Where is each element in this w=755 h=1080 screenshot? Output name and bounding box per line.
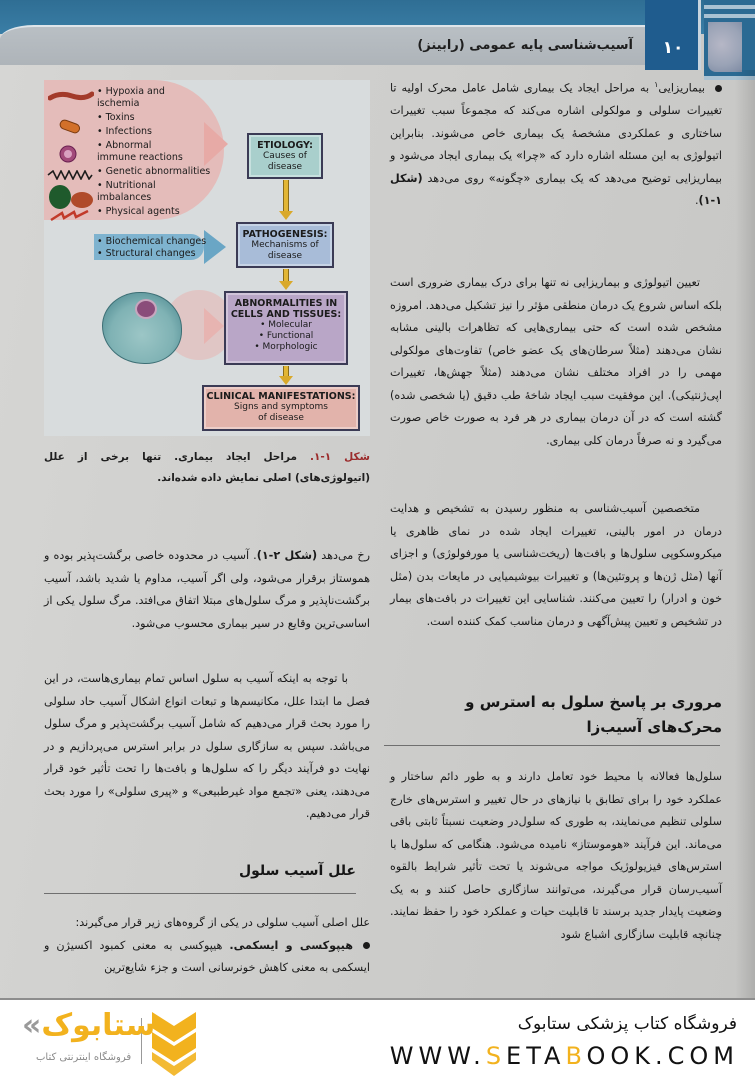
paragraph-pathologists: متخصصین آسیب‌شناسی به منظور رسیدن به تشخیص و هدایت درمان در امور بالینی، تغییرات ایجاد شده در نمای ظاهری یا میکروسکوپی سلول‌ها و بافت‌ها (ریخت‌شناسی یا مورفولوژی) و اجزای آنها (مثل ژن‌ها و پروتئین‌ها) و تغییرات بیوشیمیایی در مایعات بدن (مثل خون و ادرار) را تعیین می‌کنند. شناسایی این تغییرات در بافت‌های بیمار در تشخیص و تعیین پیش‌آگهی و درمان مناسب کمک کننده است. bbox=[390, 502, 722, 628]
heading-rule bbox=[44, 893, 356, 894]
url-part-highlight: S bbox=[485, 1042, 507, 1070]
figure-reference: (شکل ۱-۱) bbox=[390, 171, 722, 208]
url-part: OOK.COM bbox=[586, 1042, 739, 1070]
blood-vessel-icon bbox=[48, 90, 94, 104]
term-pathogenesis: بیماریزایی bbox=[658, 81, 705, 95]
pathogenesis-line1: Mechanisms of bbox=[251, 240, 319, 250]
right-column-para4 bbox=[390, 766, 722, 946]
setabook-chevron-logo-icon bbox=[150, 1010, 198, 1078]
shop-url-link[interactable] bbox=[390, 1042, 739, 1070]
section-heading-causes: علل آسیب سلول bbox=[238, 863, 356, 879]
figure-label: شکل ۱-۱. bbox=[310, 451, 370, 463]
setabook-wordmark bbox=[22, 1008, 155, 1043]
thumb-divider bbox=[704, 5, 755, 9]
page-number-box bbox=[645, 0, 701, 70]
left-column-para3 bbox=[44, 912, 370, 980]
right-column-para3 bbox=[390, 498, 722, 633]
paragraph-etiology-importance: تعیین اتیولوژی و بیماریزایی نه تنها برای درک بیماری ضروری است بلکه اساس شروع یک درمان منطقی مؤثر را نیز تشکیل می‌دهد. امروزه مشخص شده است که حتی بیماری‌هایی که تظاهرات بالینی مشابه نشان می‌دهند (مثلاً سرطان‌های یک عضو خاص) تفاوت‌های مولکولی مهمی را در افراد مختلف نشان می‌دهند (مثلاً جهش‌ها، تغییرات اپی‌ژنتیکی). این موفقیت سبب ایجاد شاخهٔ طب دقیق (یا شخصی شده) گشته است که در آن درمان بیماری در هر فرد به صورت خاص صورت می‌گیرد و نه صرفاً درمان کلی بیماری. bbox=[390, 276, 722, 447]
store-banner bbox=[0, 998, 755, 1080]
chevrons-left-icon: « bbox=[22, 1008, 42, 1043]
process-biochemical: • Biochemical changes bbox=[97, 236, 207, 247]
pathogenesis-box bbox=[236, 222, 334, 268]
bullet-hypoxia bbox=[44, 935, 370, 980]
bullet-paragraph-pathogenesis bbox=[390, 74, 722, 213]
pathogenesis-line2: disease bbox=[267, 251, 303, 261]
etiology-title: ETIOLOGY: bbox=[257, 140, 313, 151]
left-column bbox=[44, 545, 370, 635]
right-column bbox=[390, 74, 722, 213]
text-span: رخ می‌دهد bbox=[317, 549, 370, 562]
bullet-text: هیپوکسی به معنی کمبود اکسیژن و ایسکمی به معنی کاهش خونرسانی است و جزء شایع‌ترین bbox=[44, 938, 370, 974]
url-part-highlight: B bbox=[565, 1042, 587, 1070]
paragraph-text: به مراحل ایجاد یک بیماری شامل عامل محرک اولیه تا تغییرات سلولی و مولکولی اشاره می‌کند که مجموعاً سبب تغییرات ساختاری و عملکردی مشخصهٔ یک بیماری خاص می‌شوند. بنابراین اتیولوژی به این مسئله اشاره دارد که «چرا» یک بیماری ایجاد می‌شود و بیماریزایی توضیح می‌دهد که یک بیماری «چگونه» روی می‌دهد bbox=[390, 81, 722, 185]
cell-illustration-icon bbox=[102, 292, 182, 364]
heading-rule bbox=[384, 745, 720, 746]
lightning-icon bbox=[50, 210, 90, 222]
spine-shadow bbox=[735, 70, 755, 998]
etiology-line2: disease bbox=[267, 162, 303, 172]
down-arrow-icon bbox=[280, 366, 292, 385]
abnormality-morphologic: • Morphologic bbox=[254, 342, 318, 352]
figure-reference: (شکل ۲-۱) bbox=[256, 549, 318, 562]
page-number: ۱۰ bbox=[662, 38, 684, 58]
cause-hypoxia: • Hypoxia and ischemia bbox=[97, 86, 165, 109]
process-structural: • Structural changes bbox=[97, 248, 196, 259]
sentence-end: . bbox=[694, 194, 699, 208]
cell-arrow-icon bbox=[204, 308, 224, 344]
micrograph-thumbnail-icon bbox=[708, 22, 742, 72]
abnormalities-title-2: CELLS AND TISSUES: bbox=[230, 309, 342, 320]
figure-caption bbox=[44, 447, 370, 489]
toxin-capsule-icon bbox=[58, 118, 82, 134]
down-arrow-icon bbox=[280, 180, 292, 220]
cause-genetic: • Genetic abnormalities bbox=[97, 166, 211, 177]
logo-text: ستابوک bbox=[41, 1008, 156, 1043]
chromosome-icon bbox=[47, 170, 93, 180]
cause-nutritional: • Nutritional imbalances bbox=[97, 180, 156, 203]
cause-toxins: • Toxins bbox=[97, 112, 135, 123]
causes-list bbox=[97, 86, 210, 220]
clinical-line2: of disease bbox=[258, 413, 304, 423]
etiology-box bbox=[247, 133, 323, 179]
paragraph-chapter-overview: با توجه به اینکه آسیب به سلول اساس تمام بیماری‌هاست، در این فصل ما ابتدا علل، مکانیسم‌ها و تبعات انواع اشکال آسیب حاد سلولی را مورد بحث قرار می‌دهیم که شامل آسیب برگشت‌پذیر و مرگ سلول می‌باشد. سپس به سازگاری سلول در برابر استرس می‌پردازیم و در نهایت دو فرآیند دیگر را که سلول‌ها و بافت‌ها را تحت تأثیر خود قرار می‌دهند، یعنی «تجمع مواد غیرطبیعی» و «پیری سلولی» را مورد بحث قرار می‌دهیم. bbox=[44, 672, 370, 820]
cause-infections: • Infections bbox=[97, 126, 153, 137]
abnormality-molecular: • Molecular bbox=[260, 320, 312, 330]
footnote-marker: ۱ bbox=[654, 80, 659, 89]
url-part: WWW. bbox=[389, 1042, 486, 1070]
cause-immune: • Abnormal immune reactions bbox=[97, 140, 183, 163]
process-list bbox=[97, 236, 206, 260]
bullet-icon bbox=[363, 942, 370, 949]
mechanisms-arrow-icon bbox=[204, 230, 226, 264]
abnormalities-box bbox=[224, 291, 348, 365]
paragraph-homeostasis: سلول‌ها فعالانه با محیط خود تعامل دارند و به طور دائم ساختار و عملکرد خود را برای تطابق با نیازهای در حال تغییر و استرس‌های خارج سلولی تنظیم می‌نمایند، به طوری که سلول‌در وضعیت نسبتاً ثابتی باقی می‌ماند. این فرآیند «هوموستاز» نامیده می‌شود. هنگامی که سلول‌ها با استرس‌های فیزیولوژیک مواجه می‌شوند یا تحت تأثیر شرایط بالقوه آسیب‌رسان قرار می‌گیرند، می‌توانند سازگاری حاصل کنند و به یک وضعیت پایدار جدید برسند تا قابلیت حیات و عملکرد خود را حفظ نمایند. چنانچه قابلیت سازگاری اشباع شود bbox=[390, 770, 722, 941]
running-title: آسیب‌شناسی پایه عمومی (رابینز) bbox=[417, 38, 633, 53]
shop-name: فروشگاه کتاب پزشکی ستابوک bbox=[517, 1014, 737, 1034]
pathogenesis-title: PATHOGENESIS: bbox=[242, 229, 328, 240]
bullet-icon bbox=[715, 85, 722, 92]
text-span: . آسیب در محدوده خاصی برگشت‌پذیر بوده و هموستاز برقرار می‌شود، ولی اگر آسیب، مداوم یا شدید باشد، آسیب برگشت‌ناپذیر و مرگ سلول‌های مبتلا اتفاق می‌افتد. مرگ سلول یکی از اساسی‌ترین وقایع در سیر بیماری محسوب می‌شود. bbox=[44, 549, 370, 630]
logo-tagline: فروشگاه اینترنتی کتاب bbox=[36, 1052, 132, 1063]
clinical-line1: Signs and symptoms bbox=[234, 402, 328, 412]
clinical-box bbox=[202, 385, 360, 431]
etiology-line1: Causes of bbox=[263, 151, 307, 161]
cause-physical: • Physical agents bbox=[97, 206, 180, 217]
left-column-para2 bbox=[44, 668, 370, 826]
thumb-divider bbox=[704, 14, 755, 18]
abnormality-functional: • Functional bbox=[258, 331, 314, 341]
immune-cell-icon bbox=[58, 144, 78, 164]
figure-1-1 bbox=[44, 80, 370, 436]
abnormalities-title-1: ABNORMALITIES IN bbox=[234, 298, 338, 309]
paragraph-causes-intro: علل اصلی آسیب سلولی در یکی از گروه‌های زیر قرار می‌گیرند: bbox=[75, 916, 370, 929]
section-heading-cell-response: مروری بر پاسخ سلول به استرس و محرک‌های آسیب‌زا bbox=[465, 693, 722, 736]
right-column-para2 bbox=[390, 272, 722, 452]
food-icon bbox=[48, 184, 96, 210]
chapter-thumbnail bbox=[704, 0, 755, 80]
term-hypoxia: هیپوکسی و ایسکمی. bbox=[229, 938, 353, 952]
paragraph-injury-reversible bbox=[44, 545, 370, 635]
down-arrow-icon bbox=[280, 269, 292, 290]
caption-text: مراحل ایجاد بیماری. تنها برخی از علل (اتیولوژی‌های) اصلی نمایش داده شده‌اند. bbox=[44, 451, 370, 484]
clinical-title: CLINICAL MANIFESTATIONS: bbox=[206, 391, 356, 402]
nucleus-icon bbox=[135, 299, 157, 319]
url-part: ETA bbox=[506, 1042, 566, 1070]
